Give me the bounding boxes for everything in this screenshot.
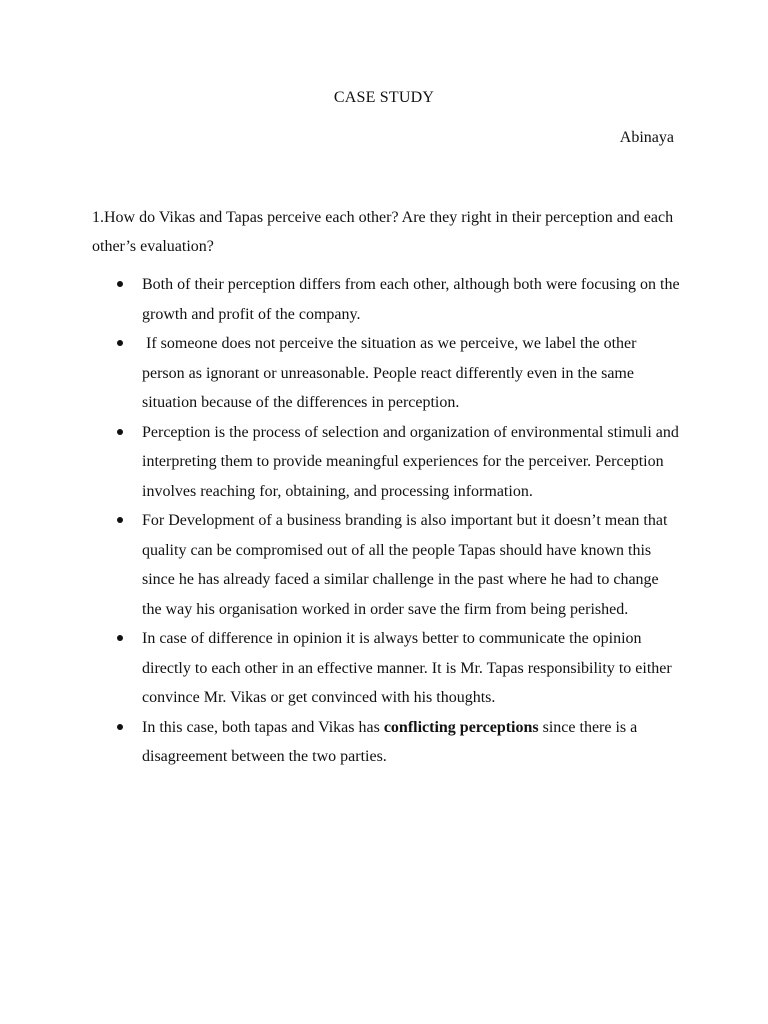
bullet-icon	[117, 724, 123, 730]
bullet-item	[92, 329, 682, 418]
bullet-text: For Development of a business branding is also important but it doesn’t mean that quality can be compromised out of all the people Tapas should have known this since he has already faced a similar challenge in the past where he had to change the way his organisation worked in order save the firm from being perished.	[142, 512, 668, 618]
bullet-icon	[117, 517, 123, 523]
question-text: 1.How do Vikas and Tapas perceive each other? Are they right in their perception and each other’s evaluation?	[92, 209, 674, 255]
bullet-text: Both of their perception differs from each other, although both were focusing on the growth and profit of the company.	[142, 276, 680, 323]
bullet-item	[92, 624, 682, 713]
bullet-text-bold: conflicting perceptions	[383, 718, 539, 736]
bullet-text-after: since there is a disagreement between the two parties.	[142, 718, 638, 765]
bullet-item	[92, 418, 682, 507]
bullet-icon	[117, 429, 123, 435]
bullet-text: Perception is the process of selection and organization of environmental stimuli and interpreting them to provide meaningful experiences for the perceiver. Perception involves reaching for, obtaining, and processing information.	[142, 423, 679, 500]
author-name: Abinaya	[619, 129, 674, 146]
bullet-item	[92, 270, 682, 329]
bullet-text-before: In this case, both tapas and Vikas has	[142, 718, 384, 736]
bullet-item	[92, 713, 682, 772]
bullet-icon	[117, 340, 123, 346]
answer-bullet-list	[92, 270, 682, 772]
bullet-icon	[117, 635, 123, 641]
bullet-item	[92, 506, 682, 624]
bullet-text: If someone does not perceive the situation as we perceive, we label the other person as ignorant or unreasonable. People react differently even in the same situation because of the differences in perception.	[142, 335, 641, 411]
bullet-icon	[117, 281, 123, 287]
bullet-text: In case of difference in opinion it is always better to communicate the opinion directly to each other in an effective manner. It is Mr. Tapas responsibility to either convince Mr. Vikas or get convinced with his thoughts.	[142, 630, 672, 706]
document-title: CASE STUDY	[333, 89, 435, 106]
